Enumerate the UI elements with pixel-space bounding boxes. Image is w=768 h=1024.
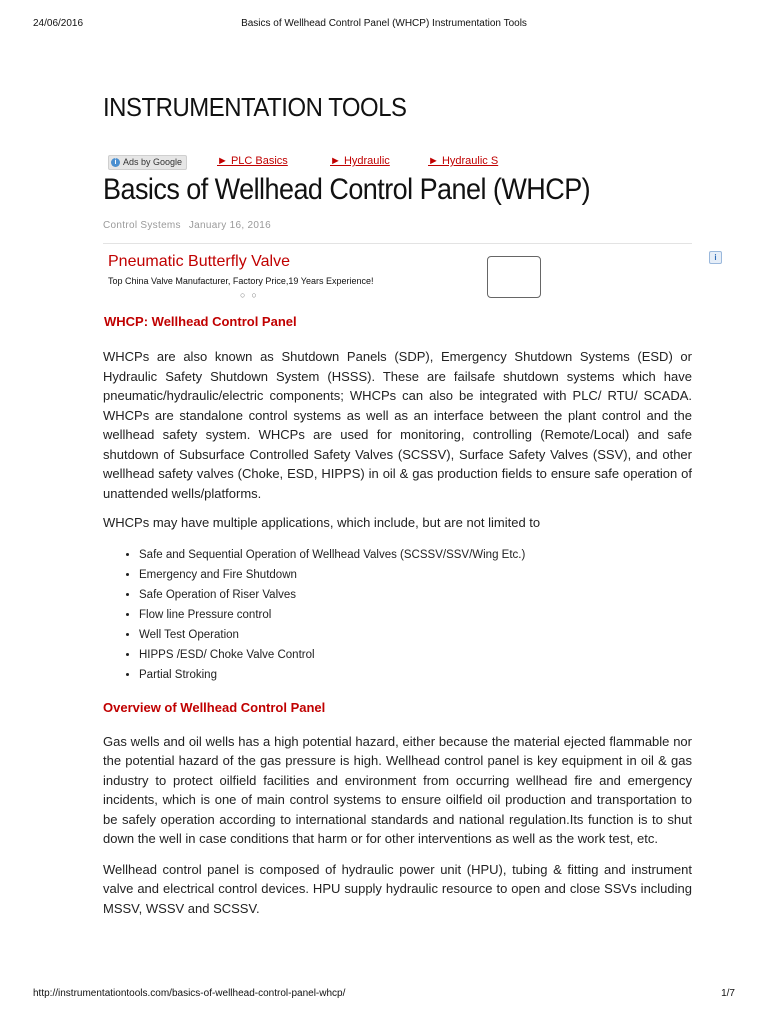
- print-page-title: Basics of Wellhead Control Panel (WHCP) Instrumentation Tools: [241, 18, 527, 29]
- print-page-number: 1/7: [721, 988, 735, 999]
- print-footer: [33, 988, 735, 1002]
- list-item: • Emergency and Fire Shutdown: [139, 565, 692, 585]
- paragraph-intro: WHCPs are also known as Shutdown Panels (SDP), Emergency Shutdown Systems (ESD) or Hydraulic Safety Shutdown System (HSSS). These are failsafe shutdown systems which have pneumatic/hydraulic/electric components; WHCPs can also be integrated with PLC/ RTU/ SCADA. WHCPs are standalone control systems as well as an interface between the plant control and the wellhead safety system. WHCPs are used for monitoring, controlling (Remote/Local) and safe shutdown of Subsurface Controlled Safety Valves (SCSSV), Surface Safety Valves (SSV), and other wellhead safety valves (Choke, ESD, HIPPS) in oil & gas production fields to ensure safe operation of unattended wells/platforms.: [103, 349, 692, 501]
- ad-pagination-dots[interactable]: ○○: [240, 290, 263, 300]
- list-item: • Flow line Pressure control: [139, 605, 692, 625]
- list-item: • Safe and Sequential Operation of Wellhead Valves (SCSSV/SSV/Wing Etc.): [139, 545, 692, 565]
- ad-headline[interactable]: Pneumatic Butterfly Valve: [108, 253, 291, 270]
- paragraph-overview: Gas wells and oil wells has a high potential hazard, either because the material ejected flammable nor the potential hazard of the gas pressure is high. Wellhead control panel is key equipment in oil & gas industry to protect oilfield facilities and environment from occurring wellhead fire and emergency incidents, which is one of main control systems to ensure oilfield oil production and transportation to be safely operation according to international standards and national regulation.Its function is to shut down the well in case conditions that harm or for other interventions as well as the work test, etc.: [103, 733, 692, 846]
- applications-list: [103, 545, 692, 685]
- ad-info-icon[interactable]: i: [709, 251, 722, 264]
- ads-badge-label: Ads by Google: [123, 157, 183, 167]
- list-item: • Well Test Operation: [139, 625, 692, 645]
- print-header: [33, 18, 735, 32]
- ad-banner[interactable]: [103, 243, 692, 306]
- article-body: [103, 313, 692, 918]
- print-url: http://instrumentationtools.com/basics-of-wellhead-control-panel-whcp/: [33, 988, 346, 999]
- ads-by-google-badge[interactable]: [108, 155, 187, 170]
- paragraph-components: Wellhead control panel is composed of hydraulic power unit (HPU), tubing & fitting and instrument valve and electrical control devices. HPU supply hydraulic resource to open and close SSVs including MSSV, WSSV and SCSSV.: [103, 861, 692, 916]
- print-date: 24/06/2016: [33, 18, 84, 29]
- list-item: • HIPPS /ESD/ Choke Valve Control: [139, 645, 692, 665]
- post-category-link[interactable]: Control Systems: [103, 220, 181, 231]
- section-heading-whcp: WHCP: Wellhead Control Panel: [104, 314, 297, 329]
- ad-open-button[interactable]: [487, 256, 541, 298]
- site-title[interactable]: INSTRUMENTATION TOOLS: [103, 92, 407, 122]
- list-item: • Partial Stroking: [139, 665, 692, 685]
- ad-link-hydraulic-s[interactable]: ► Hydraulic S: [428, 155, 499, 167]
- post-date: January 16, 2016: [188, 220, 271, 231]
- info-icon: i: [111, 158, 120, 167]
- paragraph-applications: WHCPs may have multiple applications, which include, but are not limited to: [103, 515, 541, 530]
- post-meta: [103, 220, 271, 231]
- section-heading-overview: Overview of Wellhead Control Panel: [103, 699, 326, 715]
- ad-subtext: Top China Valve Manufacturer, Factory Price,19 Years Experience!: [108, 276, 374, 286]
- list-item: • Safe Operation of Riser Valves: [139, 585, 692, 605]
- ad-link-hydraulic[interactable]: ► Hydraulic: [330, 155, 390, 167]
- ad-link-plc-basics[interactable]: ► PLC Basics: [217, 155, 288, 167]
- post-title: Basics of Wellhead Control Panel (WHCP): [103, 173, 591, 206]
